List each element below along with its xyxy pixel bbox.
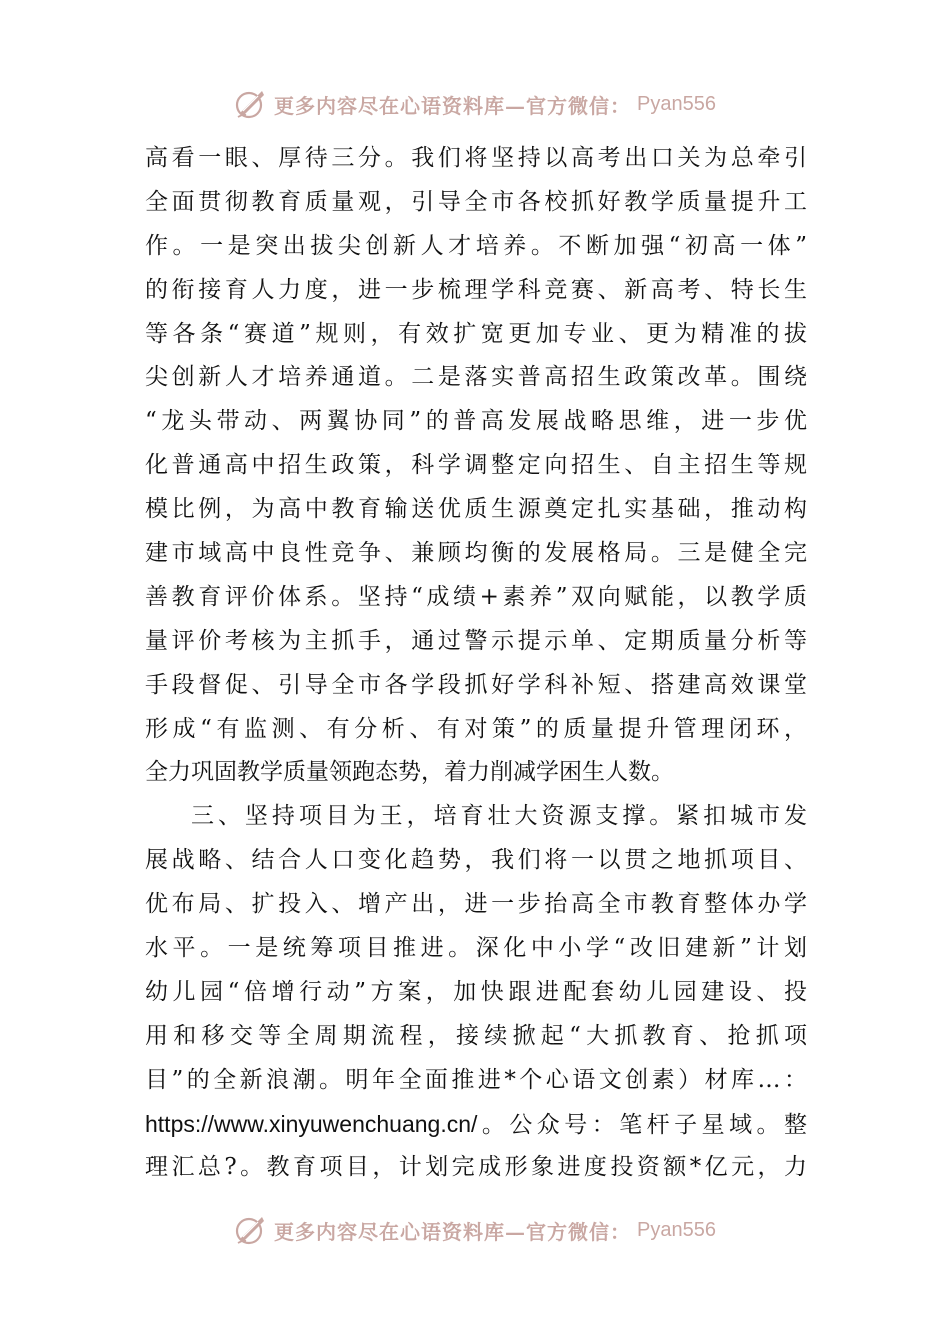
text-line: 理汇总?。教育项目，计划完成形象进度投资额*亿元，力 [145,1154,807,1181]
text-line: 等各条“赛道”规则，有效扩宽更加专业、更为精准的拔 [145,320,807,347]
text-line: 形成“有监测、有分析、有对策”的质量提升管理闭环， [145,715,807,742]
header-wechat-id: Pyan556 [637,92,716,115]
url-line [145,1103,807,1147]
paragraph-end-line: 全力巩固教学质量领跑态势，着力削减学困生人数。 [145,759,674,786]
website-url: https://www.xinyuwenchuang.cn/ [145,1110,478,1137]
text-line: 手段督促、引导全市各学段抓好学科补短、搭建高效课堂 [145,671,807,698]
text-line: 作。一是突出拔尖创新人才培养。不断加强“初高一体” [145,232,807,259]
text-line: 化普通高中招生政策，科学调整定向招生、自主招生等规 [145,452,807,479]
text-line: 全面贯彻教育质量观，引导全市各校抓好教学质量提升工 [145,188,807,215]
text-line: 目”的全新浪潮。明年全面推进*个心语文创素）材库…： [145,1066,807,1093]
footer-banner [0,1210,950,1250]
text-line: 的衔接育人力度，进一步梳理学科竞赛、新高考、特长生 [145,276,807,303]
text-line: 高看一眼、厚待三分。我们将坚持以高考出口关为总牵引 [145,145,807,171]
text-line: “龙头带动、两翼协同”的普高发展战略思维，进一步优 [145,408,807,435]
section-heading-line: 三、坚持项目为王，培育壮大资源支撑。紧扣城市发 [191,803,807,830]
footer-wechat-id: Pyan556 [637,1218,716,1241]
text-line: 展战略、结合人口变化趋势，我们将一以贯之地抓项目、 [145,847,807,874]
text-line: 用和移交等全周期流程，接续掀起“大抓教育、抢抓项 [145,1022,807,1049]
text-line: 建市域高中良性竞争、兼顾均衡的发展格局。三是健全完 [145,540,807,567]
quill-pen-logo-icon [234,1213,268,1247]
document-body [145,137,807,1190]
text-line: 善教育评价体系。坚持“成绩+素养”双向赋能，以教学质 [145,583,807,610]
quill-pen-logo-icon [234,87,268,121]
text-line: 幼儿园“倍增行动”方案，加快跟进配套幼儿园建设、投 [145,978,807,1005]
header-banner-text: 更多内容尽在心语资料库—官方微信： [274,93,632,118]
text-line: 水平。一是统筹项目推进。深化中小学“改旧建新”计划 [145,935,807,962]
text-line: 模比例，为高中教育输送优质生源奠定扎实基础，推动构 [145,496,807,523]
text-line: 量评价考核为主抓手，通过警示提示单、定期质量分析等 [145,627,807,654]
footer-banner-text: 更多内容尽在心语资料库—官方微信： [274,1219,632,1244]
url-line-text: 。公众号：笔杆子星域。整 [477,1111,807,1138]
text-line: 尖创新人才培养通道。二是落实普高招生政策改革。围绕 [145,364,807,391]
header-banner [0,84,950,124]
text-line: 优布局、扩投入、增产出，进一步抬高全市教育整体办学 [145,891,807,918]
